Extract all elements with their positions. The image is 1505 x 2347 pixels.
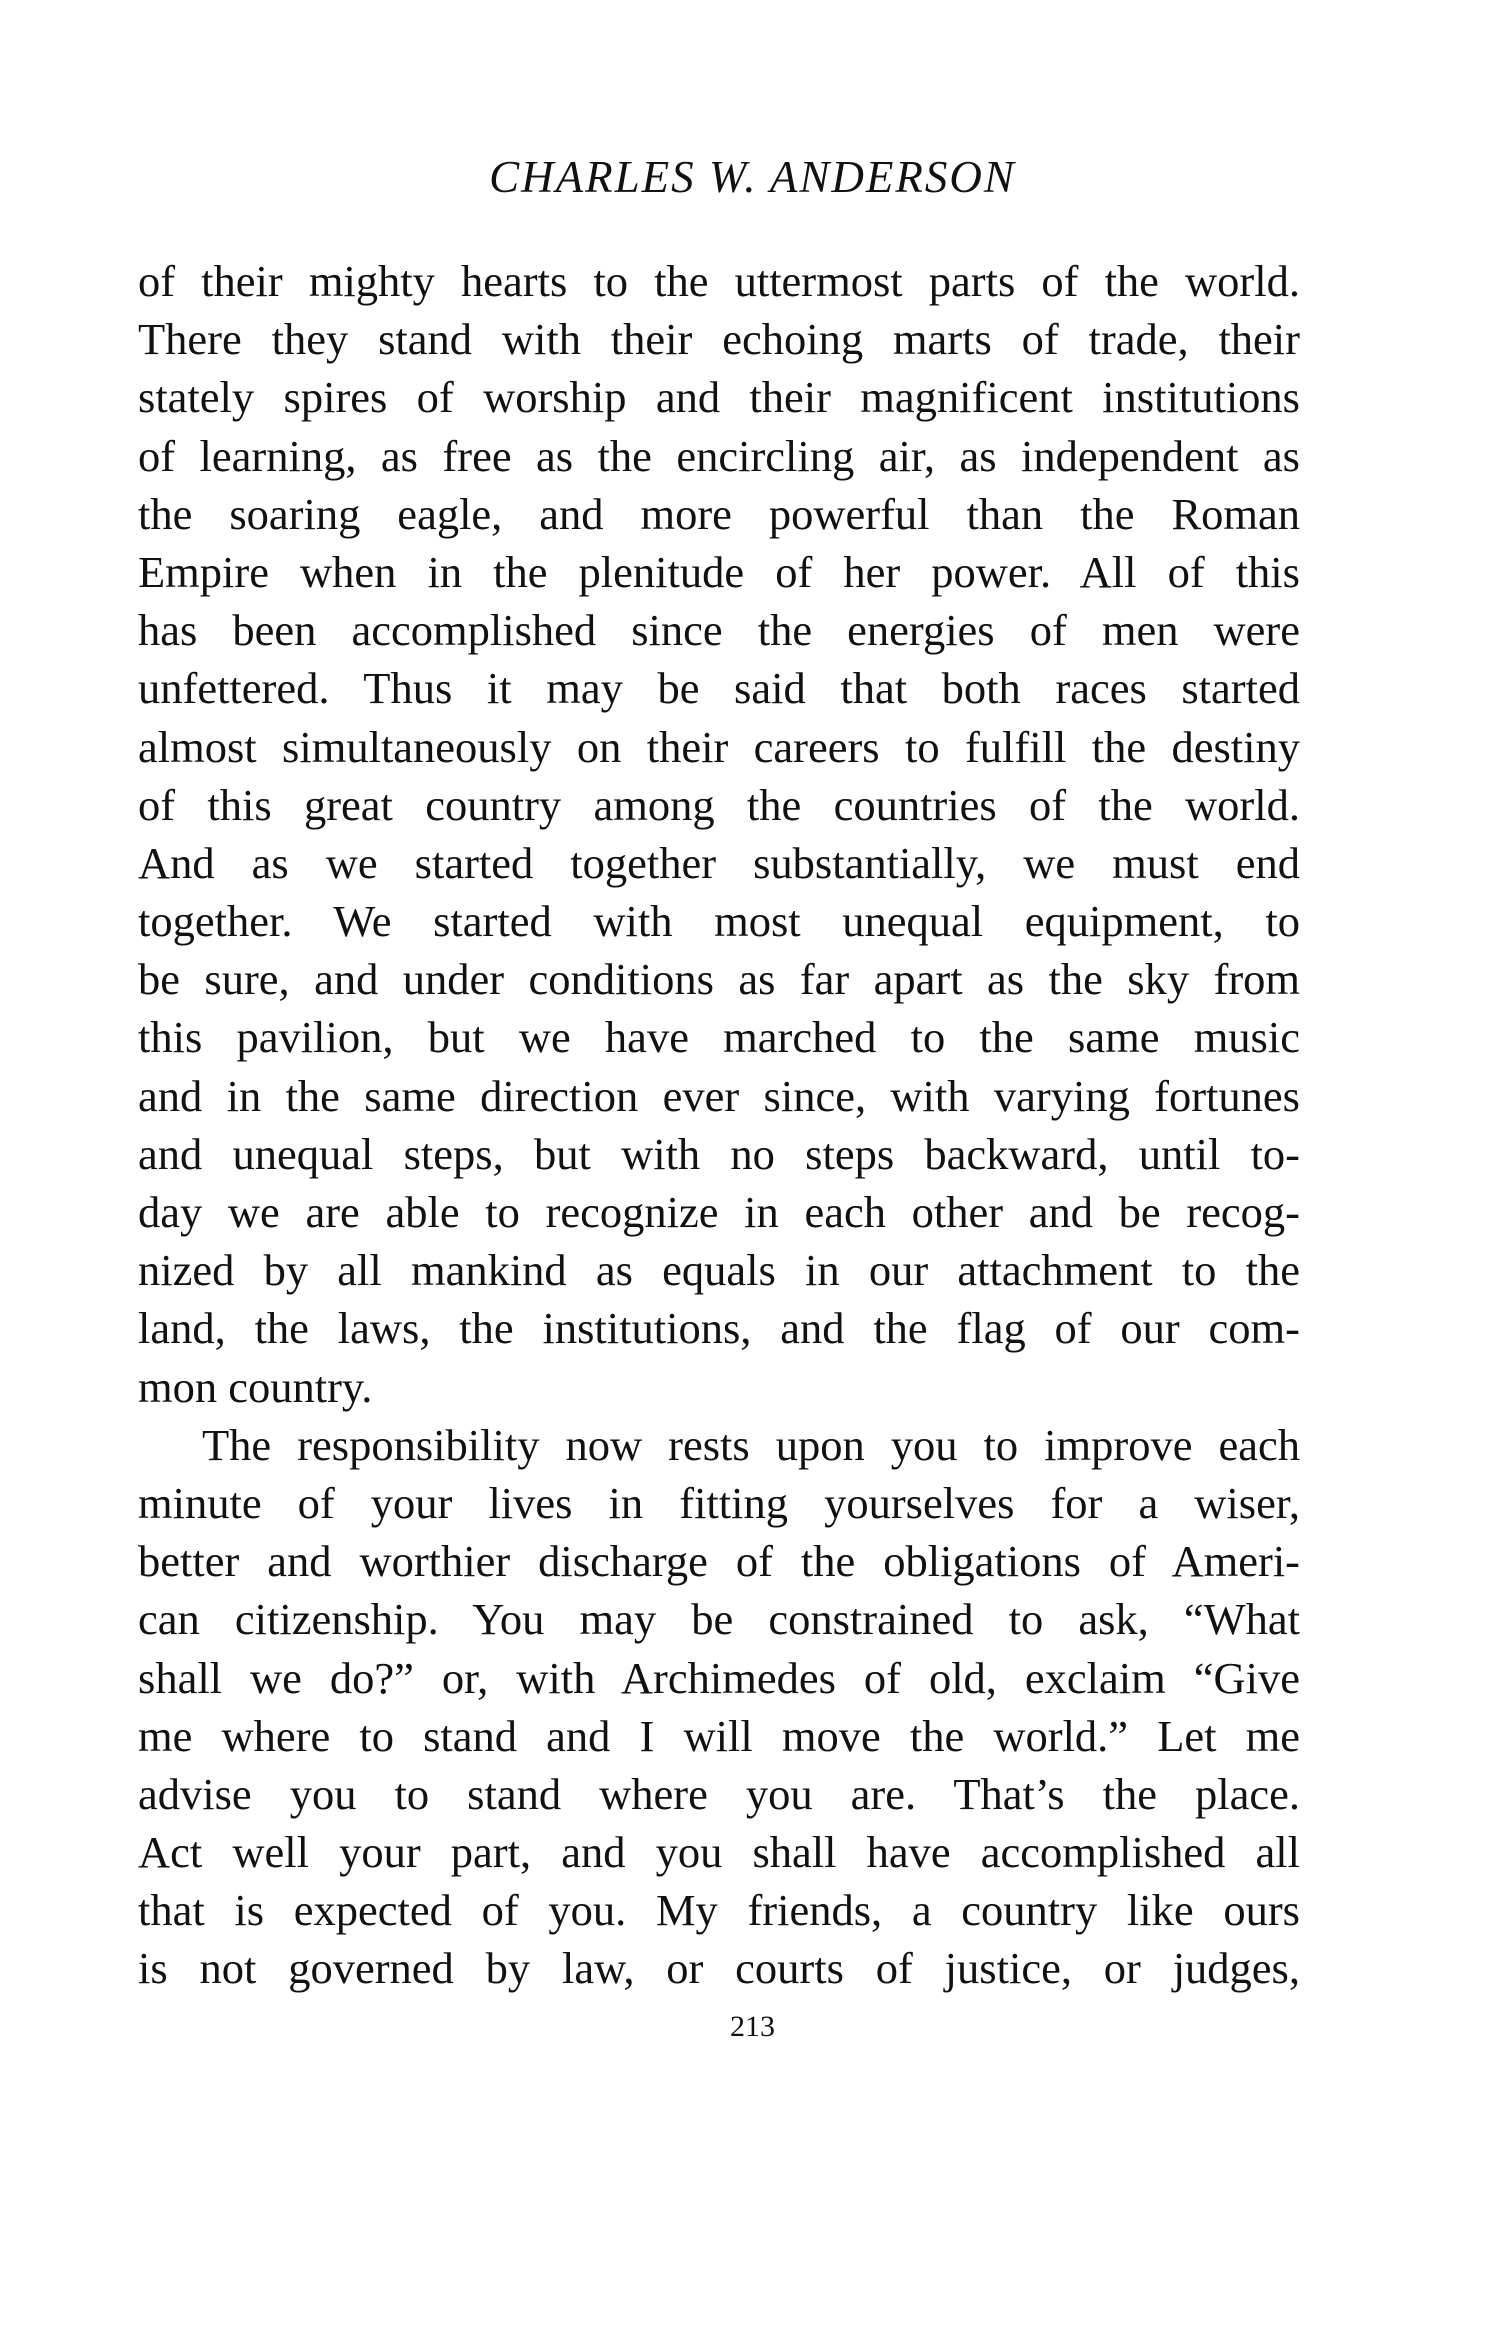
text-line: stately spires of worship and their magnificent institutions [138, 372, 1300, 423]
running-head: CHARLES W. ANDERSON [489, 152, 1016, 202]
text-line: shall we do?” or, with Archimedes of old, exclaim “Give [138, 1652, 1300, 1703]
paragraph-1 [138, 252, 1300, 1416]
text-line: this pavilion, but we have marched to the same music [138, 1012, 1300, 1063]
text-line: unfettered. Thus it may be said that both races started [138, 663, 1300, 714]
text-line: day we are able to recognize in each other and be recog- [138, 1187, 1300, 1237]
text-line: is not governed by law, or courts of justice, or judges, [138, 1943, 1300, 1994]
text-line: and unequal steps, but with no steps backward, until to- [138, 1128, 1300, 1179]
text-line: There they stand with their echoing marts of trade, their [138, 314, 1300, 365]
text-line: that is expected of you. My friends, a country like ours [138, 1885, 1300, 1936]
text-line: the soaring eagle, and more powerful than the Roman [138, 488, 1300, 539]
text-line: of learning, as free as the encircling air, as independent as [138, 430, 1300, 481]
text-line: land, the laws, the institutions, and the flag of our com- [138, 1303, 1300, 1354]
text-line: of their mighty hearts to the uttermost parts of the world. [138, 256, 1300, 306]
text-line: has been accomplished since the energies of men were [138, 605, 1300, 656]
page-number: 213 [730, 2010, 775, 2043]
text-line: almost simultaneously on their careers to fulfill the destiny [138, 721, 1300, 772]
text-line: minute of your lives in fitting yourselves for a wiser, [138, 1477, 1300, 1528]
text-line: And as we started together substantially, we must end [138, 837, 1300, 888]
text-line: mon country. [138, 1361, 373, 1412]
text-line: advise you to stand where you are. That’s the place. [138, 1768, 1300, 1819]
text-line: Empire when in the plenitude of her power. All of this [138, 546, 1300, 597]
text-line: together. We started with most unequal equipment, to [138, 896, 1300, 947]
text-line: The responsibility now rests upon you to improve each [202, 1419, 1300, 1470]
text-line: better and worthier discharge of the obligations of Ameri- [138, 1536, 1300, 1587]
text-line: Act well your part, and you shall have accomplished all [138, 1827, 1300, 1878]
body-text [138, 252, 1300, 1998]
text-line: nized by all mankind as equals in our attachment to the [138, 1245, 1300, 1296]
paragraph-2 [138, 1416, 1300, 1998]
text-line: me where to stand and I will move the world.” Let me [138, 1710, 1300, 1761]
text-line: and in the same direction ever since, with varying fortunes [138, 1070, 1300, 1121]
text-line: of this great country among the countries of the world. [138, 779, 1300, 830]
text-line: be sure, and under conditions as far apart as the sky from [138, 954, 1300, 1005]
text-line: can citizenship. You may be constrained to ask, “What [138, 1594, 1300, 1645]
